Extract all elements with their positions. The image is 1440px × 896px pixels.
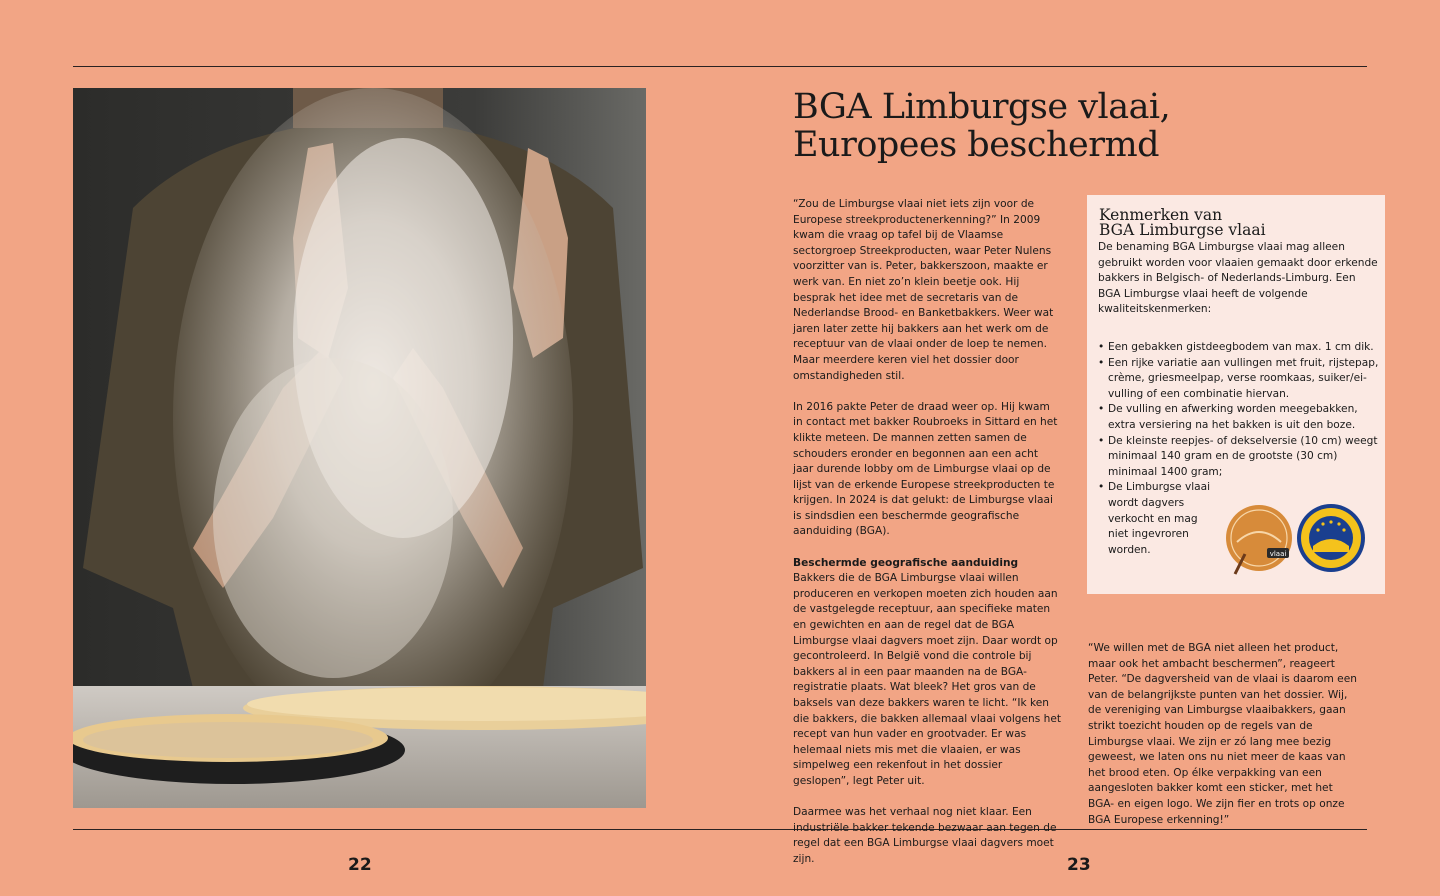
title-line-2: Europees beschermd xyxy=(793,125,1160,165)
list-item: • De vulling en afwerking worden meegebakken, extra versiering na het bakken is uit den boze. xyxy=(1098,402,1382,433)
bottom-rule xyxy=(73,829,1367,830)
characteristics-box xyxy=(1087,195,1385,594)
paragraph: Daarmee was het verhaal nog niet klaar. Een industriële bakker tekende bezwaar aan tegen de regel dat een BGA Limburgse vlaai dagvers moet zijn. xyxy=(793,806,1057,865)
list-item: • Een rijke variatie aan vullingen met fruit, rijstepap, crème, griesmeelpap, verse roomkaas, suiker/ei-vulling of een combinatie hiervan. xyxy=(1098,356,1382,403)
paragraph: “We willen met de BGA niet alleen het product, maar ook het ambacht beschermen”, reageert Peter. “De dagversheid van de vlaai is daarom een van de belangrijkste punten van het dossier. Wij, de vereniging van Limburgse vlaaibakkers, gaan strikt toezicht houden op de regels van de Limburgse vlaai. We zijn er zó lang mee bezig geweest, we laten ons nu niet meer de kaas van het brood eten. Op élke verpakking van een aangesloten bakker komt een sticker, met het BGA- en eigen logo. We zijn fier en trots op onze BGA Europese erkenning!” xyxy=(1088,642,1357,826)
list-item: • De Limburgse vlaai wordt dagvers verkocht en mag niet ingevroren worden. xyxy=(1098,480,1213,558)
baker-flour-photo xyxy=(73,88,646,808)
box-title xyxy=(1099,208,1266,238)
paragraph: “Zou de Limburgse vlaai niet iets zijn voor de Europese streekproductenerkenning?” In 2009 kwam die vraag op tafel bij de Vlaamse sectorgroep Streekproducten, waar Peter Nulens voorzitter van is. Peter, bakkerszoon, maakte er werk van. En niet zo’n klein beetje ook. Hij besprak het idee met de secretaris van de Nederlandse Brood- en Banketbakkers. Weer wat jaren later zette hij bakkers aan het werk om de receptuur van de vlaai onder de loep te nemen. Maar meerdere keren viel het dossier door omstandigheden stil. xyxy=(793,198,1054,382)
article-title xyxy=(793,88,1353,164)
box-title-line-2: BGA Limburgse vlaai xyxy=(1099,221,1266,239)
eu-pgi-seal-icon xyxy=(1295,502,1367,574)
title-line-1: BGA Limburgse vlaai, xyxy=(793,87,1171,127)
page-number-right: 23 xyxy=(1067,855,1091,875)
page-number-left: 22 xyxy=(348,855,372,875)
vlaai-logo-text: vlaai xyxy=(1269,550,1287,558)
box-intro: De benaming BGA Limburgse vlaai mag alleen gebruikt worden voor vlaaien gemaakt door erkende bakkers in Belgisch- of Nederlands-Limburg. Een BGA Limburgse vlaai heeft de volgende kwaliteitskenmerken: xyxy=(1098,241,1378,316)
paragraph-with-subhead xyxy=(793,556,1061,790)
list-item: • De kleinste reepjes- of dekselversie (10 cm) weegt minimaal 140 gram en de grootste (30 cm) minimaal 1400 gram; xyxy=(1098,434,1382,481)
body-column-right xyxy=(1088,641,1362,828)
paragraph-text: Bakkers die de BGA Limburgse vlaai willen produceren en verkopen moeten zich houden aan de vastgelegde receptuur, aan specifieke maten en gewichten en aan de regel dat de BGA Limburgse vlaai dagvers moet zijn. Daar wordt op gecontroleerd. In België vond die controle bij bakkers al in een paar maanden na de BGA-registratie plaats. Wat bleek? Het gros van de baksels van deze bakkers waren te licht. “Ik ken die bakkers, die bakken allemaal vlaai volgens het recept van hun vader en grootvader. Er was helemaal niets mis met die vlaaien, er was simpelweg een rekenfout in het dossier geslopen”, legt Peter uit. xyxy=(793,572,1061,787)
body-column-left xyxy=(793,197,1061,868)
top-rule xyxy=(73,66,1367,67)
box-title-line-1: Kenmerken van xyxy=(1099,206,1223,224)
list-item: • Een gebakken gistdeegbodem van max. 1 cm dik. xyxy=(1098,340,1382,356)
subheading: Beschermde geografische aanduiding xyxy=(793,556,1019,569)
vlaai-logo-icon xyxy=(1223,502,1295,576)
paragraph: In 2016 pakte Peter de draad weer op. Hij kwam in contact met bakker Roubroeks in Sittard en het klikte meteen. De mannen zetten samen de schouders eronder en begonnen aan een acht jaar durende lobby om de Limburgse vlaai op de lijst van de erkende Europese streekproducten te krijgen. In 2024 is dat gelukt: de Limburgse vlaai is sindsdien een beschermde geografische aanduiding (BGA). xyxy=(793,400,1058,538)
